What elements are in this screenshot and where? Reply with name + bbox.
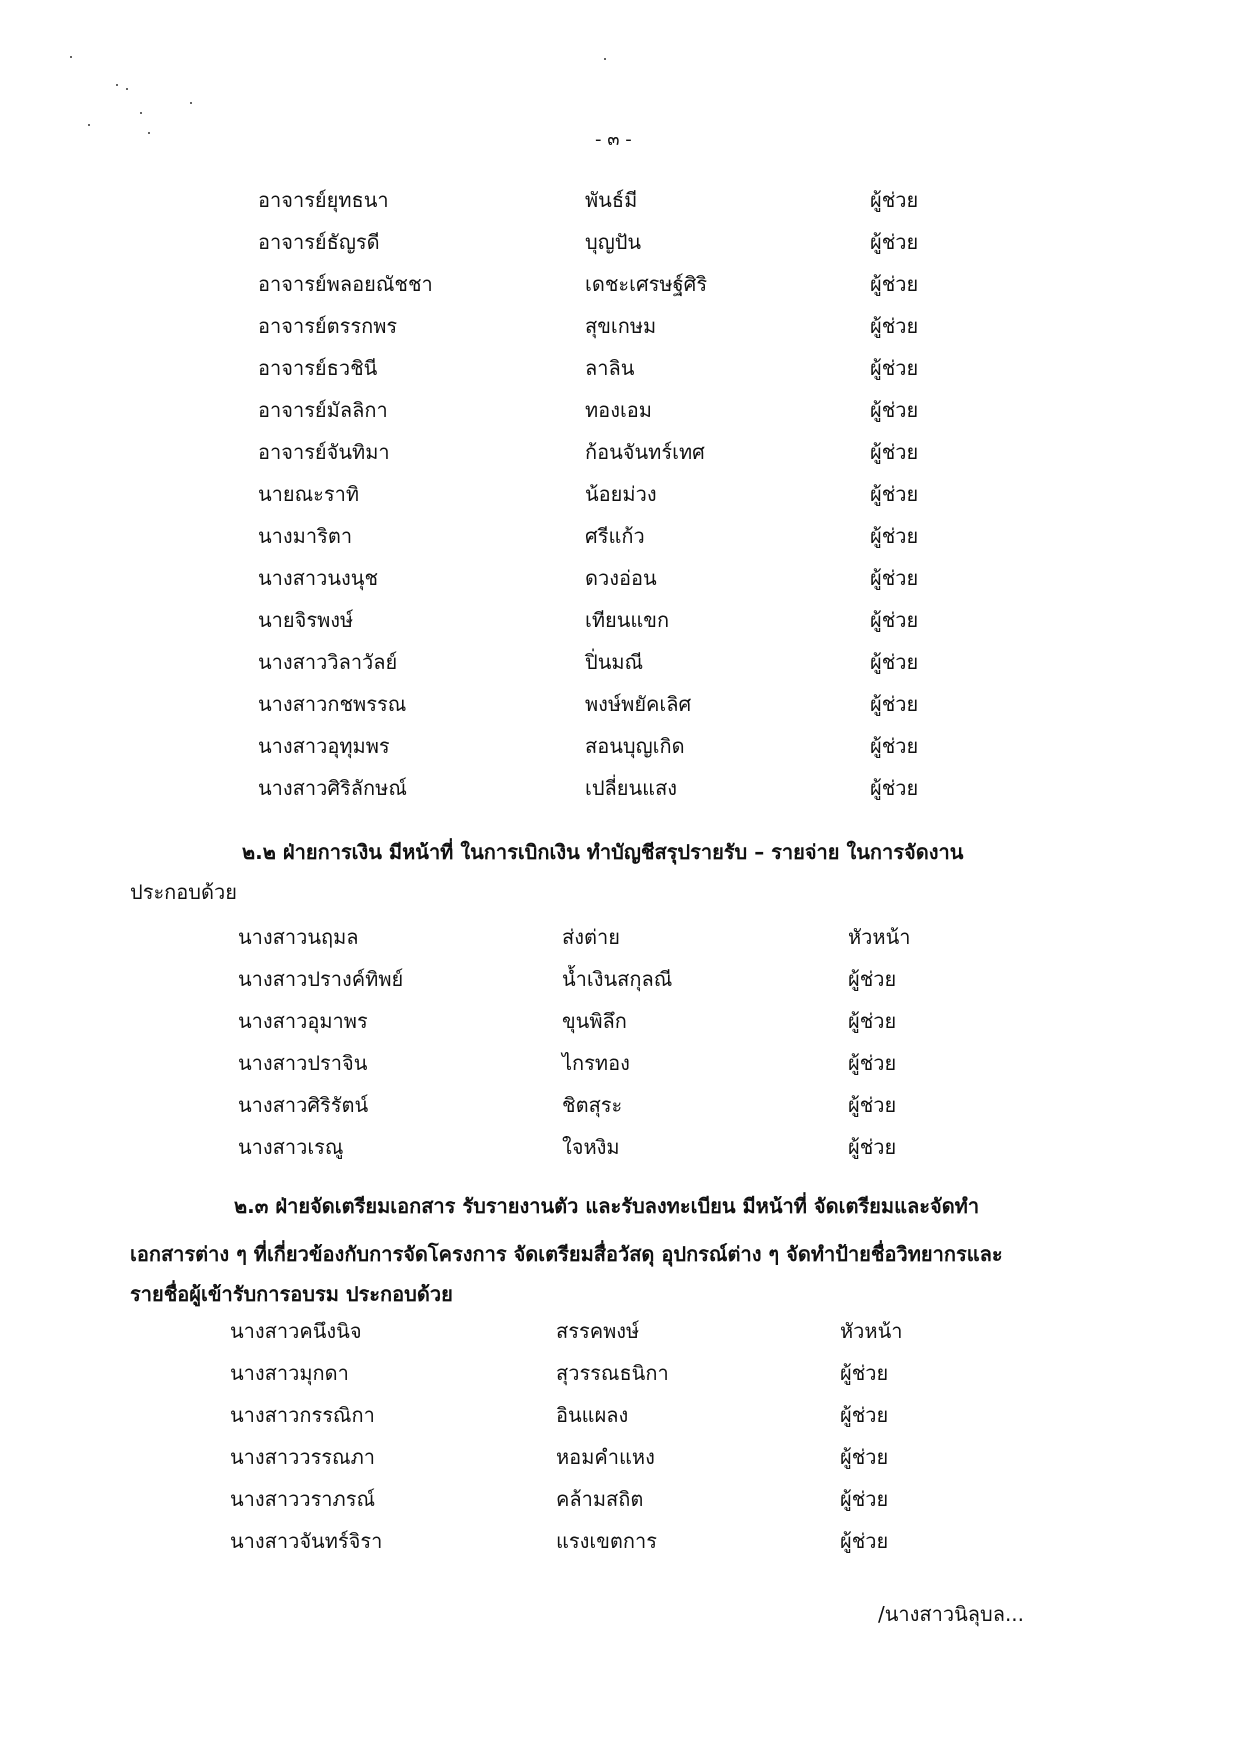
last-name: ส่งต่าย xyxy=(562,925,620,949)
role: ผู้ช่วย xyxy=(870,776,919,800)
list-item xyxy=(0,519,1237,553)
scan-speck xyxy=(140,112,142,114)
role: ผู้ช่วย xyxy=(840,1487,889,1511)
last-name: สอนบุญเกิด xyxy=(585,734,685,758)
role: ผู้ช่วย xyxy=(848,1051,897,1075)
list-item xyxy=(0,771,1237,805)
role: ผู้ช่วย xyxy=(840,1403,889,1427)
first-name: นางสาวมุกดา xyxy=(230,1361,349,1385)
role: ผู้ช่วย xyxy=(840,1445,889,1469)
first-name: นายจิรพงษ์ xyxy=(258,608,354,632)
list-item xyxy=(0,1314,1237,1348)
first-name: นางสาววราภรณ์ xyxy=(230,1487,376,1511)
list-item xyxy=(0,435,1237,469)
first-name: นางสาววรรณภา xyxy=(230,1445,376,1469)
first-name: นางสาวกชพรรณ xyxy=(258,692,407,716)
list-item xyxy=(0,1482,1237,1516)
last-name: ชิตสุระ xyxy=(562,1093,623,1117)
first-name: นางสาวนฤมล xyxy=(238,925,359,949)
list-item xyxy=(0,1524,1237,1558)
page-number: - ๓ - xyxy=(595,129,632,150)
last-name: ปิ่นมณี xyxy=(585,650,644,674)
scan-speck xyxy=(126,88,128,90)
first-name: อาจารย์พลอยณัชชา xyxy=(258,272,433,296)
list-item xyxy=(0,1046,1237,1080)
first-name: อาจารย์ยุทธนา xyxy=(258,188,389,212)
last-name: เปลี่ยนแสง xyxy=(585,776,678,800)
last-name: ศรีแก้ว xyxy=(585,524,645,548)
last-name: ใจหงิม xyxy=(562,1135,620,1159)
last-name: พันธ์มี xyxy=(585,188,638,212)
first-name: อาจารย์จันทิมา xyxy=(258,440,390,464)
list-item xyxy=(0,687,1237,721)
role: ผู้ช่วย xyxy=(848,1135,897,1159)
last-name: ก้อนจันทร์เทศ xyxy=(585,440,705,464)
list-item xyxy=(0,561,1237,595)
list-item xyxy=(0,729,1237,763)
section-3-heading-line-1: ๒.๓ ฝ่ายจัดเตรียมเอกสาร รับรายงานตัว และรับลงทะเบียน มีหน้าที่ จัดเตรียมและจัดทำ xyxy=(234,1194,980,1218)
last-name: สรรคพงษ์ xyxy=(556,1319,640,1343)
first-name: อาจารย์ธวชินี xyxy=(258,356,378,380)
first-name: นางสาวกรรณิกา xyxy=(230,1403,375,1427)
role: ผู้ช่วย xyxy=(848,967,897,991)
first-name: นางสาวอุทุมพร xyxy=(258,734,390,758)
first-name: นางสาวเรณู xyxy=(238,1135,344,1159)
continuation-note: /นางสาวนิลุบล... xyxy=(878,1602,1025,1626)
first-name: อาจารย์มัลลิกา xyxy=(258,398,388,422)
role: ผู้ช่วย xyxy=(870,566,919,590)
last-name: หอมคำแหง xyxy=(556,1445,655,1469)
list-item xyxy=(0,1004,1237,1038)
first-name: นางสาวปรางค์ทิพย์ xyxy=(238,967,404,991)
scan-speck xyxy=(148,132,150,134)
last-name: ดวงอ่อน xyxy=(585,566,657,590)
list-item xyxy=(0,309,1237,343)
first-name: นางสาวจันทร์จิรา xyxy=(230,1529,383,1553)
role: หัวหน้า xyxy=(848,925,911,949)
last-name: สุวรรณธนิกา xyxy=(556,1361,669,1385)
list-item xyxy=(0,393,1237,427)
list-item xyxy=(0,603,1237,637)
last-name: น้อยม่วง xyxy=(585,482,657,506)
last-name: แรงเขตการ xyxy=(556,1529,657,1553)
last-name: สุขเกษม xyxy=(585,314,657,338)
first-name: นางสาวปราจิน xyxy=(238,1051,368,1075)
list-item xyxy=(0,920,1237,954)
first-name: นางสาวศิริลักษณ์ xyxy=(258,776,407,800)
last-name: คล้ามสถิต xyxy=(556,1487,644,1511)
first-name: นางสาวคนึงนิจ xyxy=(230,1319,362,1343)
last-name: ขุนพิลึก xyxy=(562,1009,627,1033)
role: ผู้ช่วย xyxy=(870,188,919,212)
role: ผู้ช่วย xyxy=(848,1009,897,1033)
section-3-heading-line-3: รายชื่อผู้เข้ารับการอบรม ประกอบด้วย xyxy=(130,1282,453,1306)
last-name: เดชะเศรษฐ์ศิริ xyxy=(585,272,708,296)
list-item xyxy=(0,1130,1237,1164)
last-name: เทียนแขก xyxy=(585,608,670,632)
scan-speck xyxy=(116,84,118,86)
role: ผู้ช่วย xyxy=(870,272,919,296)
role: ผู้ช่วย xyxy=(870,398,919,422)
role: ผู้ช่วย xyxy=(870,524,919,548)
list-item xyxy=(0,267,1237,301)
role: ผู้ช่วย xyxy=(870,734,919,758)
role: ผู้ช่วย xyxy=(848,1093,897,1117)
first-name: นางสาววิลาวัลย์ xyxy=(258,650,398,674)
role: ผู้ช่วย xyxy=(840,1361,889,1385)
role: ผู้ช่วย xyxy=(870,230,919,254)
first-name: อาจารย์ธัญรดี xyxy=(258,230,380,254)
role: ผู้ช่วย xyxy=(870,440,919,464)
last-name: อินแผลง xyxy=(556,1403,629,1427)
last-name: ไกรทอง xyxy=(562,1051,630,1075)
first-name: นายณะราทิ xyxy=(258,482,360,506)
role: ผู้ช่วย xyxy=(870,314,919,338)
role: ผู้ช่วย xyxy=(870,692,919,716)
section-2-heading-cont: ประกอบด้วย xyxy=(130,880,237,904)
role: ผู้ช่วย xyxy=(870,608,919,632)
role: ผู้ช่วย xyxy=(870,650,919,674)
first-name: อาจารย์ตรรกพร xyxy=(258,314,398,338)
last-name: พงษ์พยัคเลิศ xyxy=(585,692,692,716)
last-name: บุญปัน xyxy=(585,230,642,254)
first-name: นางสาวศิริรัตน์ xyxy=(238,1093,369,1117)
list-item xyxy=(0,962,1237,996)
first-name: นางสาวอุมาพร xyxy=(238,1009,368,1033)
scan-speck xyxy=(70,56,72,58)
list-item xyxy=(0,351,1237,385)
list-item xyxy=(0,225,1237,259)
list-item xyxy=(0,183,1237,217)
role: ผู้ช่วย xyxy=(870,356,919,380)
scan-speck xyxy=(88,124,90,126)
list-item xyxy=(0,1088,1237,1122)
section-2-heading: ๒.๒ ฝ่ายการเงิน มีหน้าที่ ในการเบิกเงิน ทำบัญชีสรุปรายรับ – รายจ่าย ในการจัดงาน xyxy=(242,840,964,864)
role: ผู้ช่วย xyxy=(840,1529,889,1553)
last-name: น้ำเงินสกุลณี xyxy=(562,967,673,991)
last-name: ลาลิน xyxy=(585,356,635,380)
list-item xyxy=(0,1440,1237,1474)
role: หัวหน้า xyxy=(840,1319,903,1343)
scan-speck xyxy=(190,102,192,104)
list-item xyxy=(0,477,1237,511)
list-item xyxy=(0,645,1237,679)
scan-speck xyxy=(604,58,606,60)
first-name: นางมาริตา xyxy=(258,524,353,548)
section-3-heading-line-2: เอกสารต่าง ๆ ที่เกี่ยวข้องกับการจัดโครงการ จัดเตรียมสื่อวัสดุ อุปกรณ์ต่าง ๆ จัดทำป้ายชื่อวิทยากรและ xyxy=(130,1242,1003,1266)
list-item xyxy=(0,1356,1237,1390)
first-name: นางสาวนงนุช xyxy=(258,566,379,590)
role: ผู้ช่วย xyxy=(870,482,919,506)
list-item xyxy=(0,1398,1237,1432)
last-name: ทองเอม xyxy=(585,398,652,422)
